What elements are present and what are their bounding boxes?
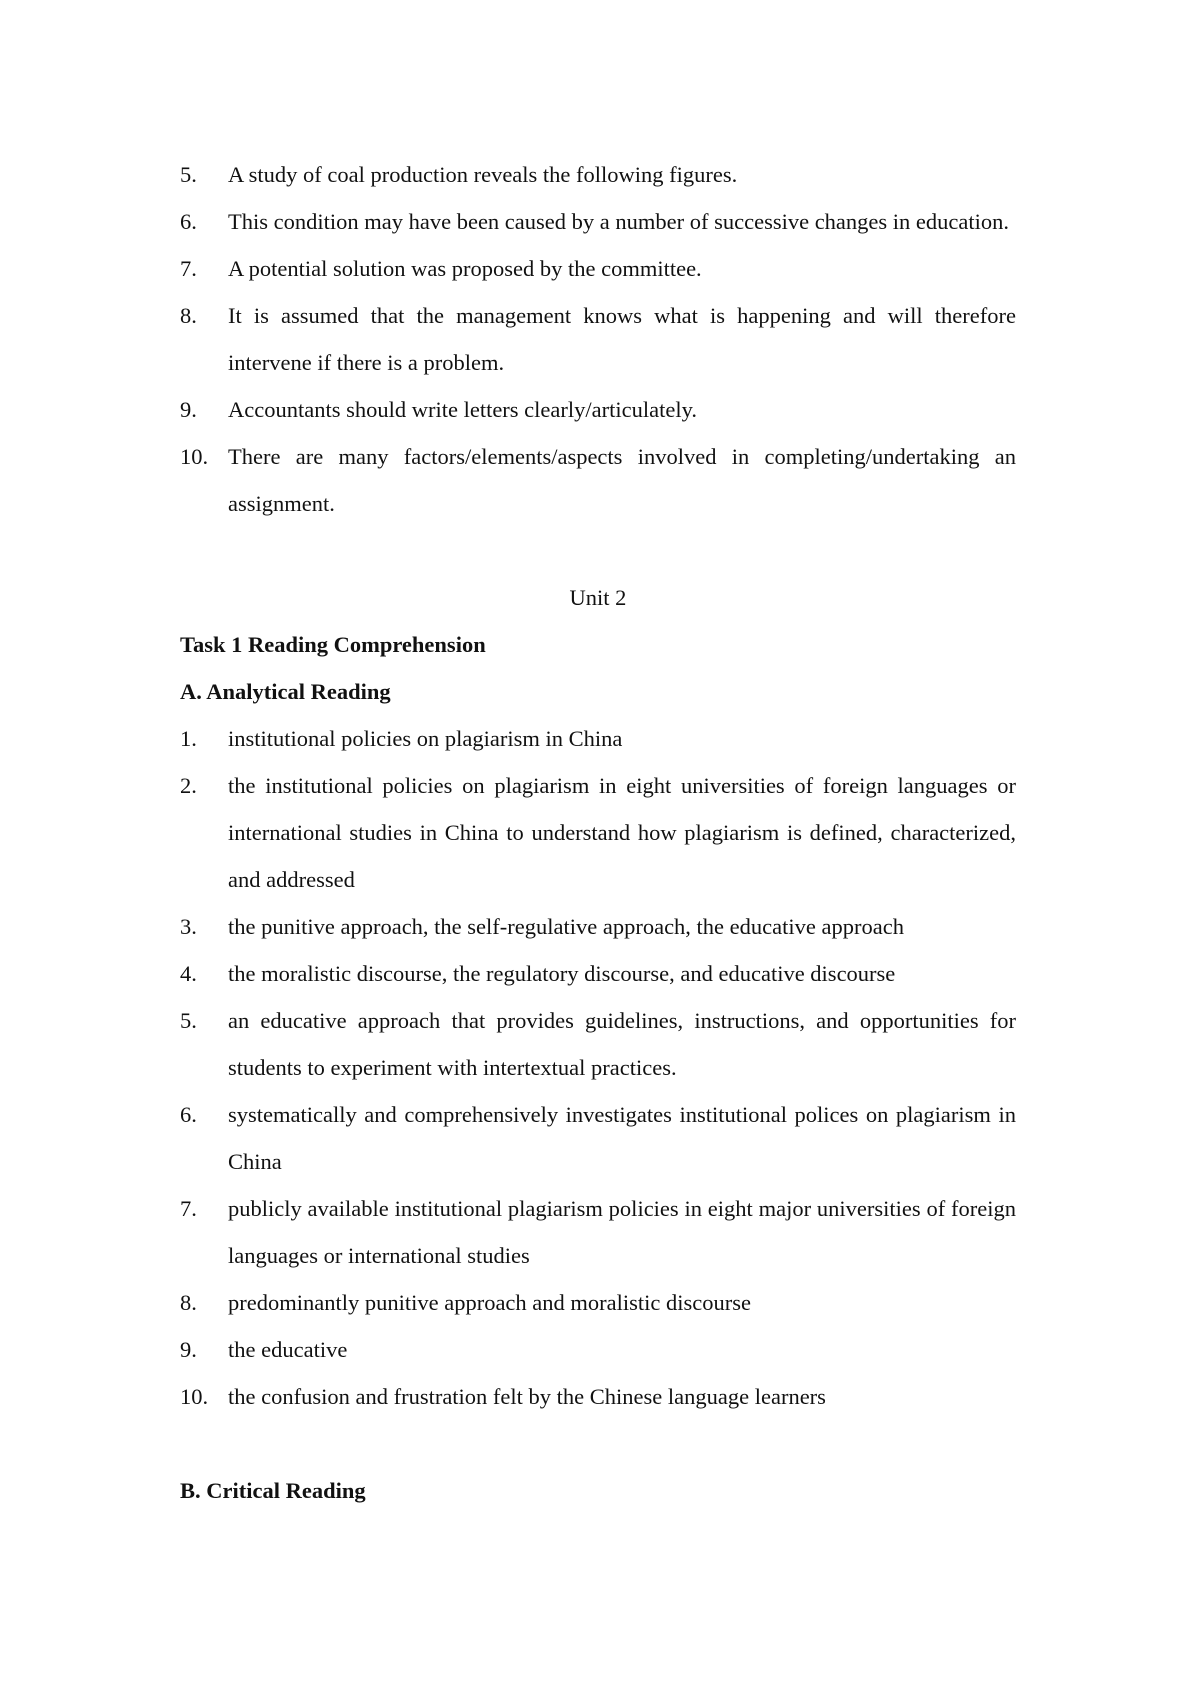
item-text: A study of coal production reveals the following figures. bbox=[228, 162, 738, 187]
item-number: 5. bbox=[180, 162, 197, 187]
section-b-heading: B. Critical Reading bbox=[180, 1478, 366, 1503]
item-text: A potential solution was proposed by the committee. bbox=[228, 256, 702, 281]
list-item bbox=[180, 245, 1016, 292]
item-text: It is assumed that the management knows what is happening and will therefore intervene if there is a problem. bbox=[228, 303, 1016, 375]
list-item bbox=[180, 198, 1016, 245]
previous-unit-answer-list bbox=[180, 151, 1016, 527]
item-text: the institutional policies on plagiarism in eight universities of foreign languages or international studies in China to understand how plagiarism is defined, characterized, and addressed bbox=[228, 773, 1016, 892]
list-item bbox=[180, 903, 1016, 950]
analytical-reading-answer-list bbox=[180, 715, 1016, 1420]
list-item bbox=[180, 1373, 1016, 1420]
list-item bbox=[180, 997, 1016, 1091]
item-number: 6. bbox=[180, 1102, 197, 1127]
item-number: 9. bbox=[180, 1337, 197, 1362]
unit-title: Unit 2 bbox=[569, 585, 627, 610]
item-number: 2. bbox=[180, 773, 197, 798]
list-item bbox=[180, 1091, 1016, 1185]
item-number: 5. bbox=[180, 1008, 197, 1033]
item-text: the punitive approach, the self-regulative approach, the educative approach bbox=[228, 914, 904, 939]
item-text: the educative bbox=[228, 1337, 348, 1362]
item-text: publicly available institutional plagiarism policies in eight major universities of foreign languages or international studies bbox=[228, 1196, 1016, 1268]
list-item bbox=[180, 1326, 1016, 1373]
item-number: 7. bbox=[180, 256, 197, 281]
spacer bbox=[180, 527, 1016, 574]
item-number: 10. bbox=[180, 1384, 209, 1409]
list-item bbox=[180, 762, 1016, 903]
item-text: This condition may have been caused by a number of successive changes in education. bbox=[228, 209, 1009, 234]
spacer bbox=[180, 1420, 1016, 1467]
list-item bbox=[180, 1279, 1016, 1326]
list-item bbox=[180, 950, 1016, 997]
item-text: systematically and comprehensively investigates institutional polices on plagiarism in China bbox=[228, 1102, 1016, 1174]
item-text: the moralistic discourse, the regulatory discourse, and educative discourse bbox=[228, 961, 896, 986]
item-number: 8. bbox=[180, 1290, 197, 1315]
list-item bbox=[180, 1185, 1016, 1279]
list-item bbox=[180, 386, 1016, 433]
list-item bbox=[180, 292, 1016, 386]
list-item bbox=[180, 715, 1016, 762]
item-text: an educative approach that provides guidelines, instructions, and opportunities for students to experiment with intertextual practices. bbox=[228, 1008, 1016, 1080]
item-number: 9. bbox=[180, 397, 197, 422]
list-item bbox=[180, 433, 1016, 527]
item-text: There are many factors/elements/aspects involved in completing/undertaking an assignment. bbox=[228, 444, 1016, 516]
item-number: 10. bbox=[180, 444, 209, 469]
item-number: 6. bbox=[180, 209, 197, 234]
page-content bbox=[180, 151, 1016, 1514]
item-text: institutional policies on plagiarism in China bbox=[228, 726, 623, 751]
item-number: 8. bbox=[180, 303, 197, 328]
item-number: 7. bbox=[180, 1196, 197, 1221]
list-item bbox=[180, 151, 1016, 198]
item-text: the confusion and frustration felt by the Chinese language learners bbox=[228, 1384, 826, 1409]
section-a-heading: A. Analytical Reading bbox=[180, 679, 391, 704]
item-number: 4. bbox=[180, 961, 197, 986]
item-text: Accountants should write letters clearly/articulately. bbox=[228, 397, 697, 422]
item-text: predominantly punitive approach and moralistic discourse bbox=[228, 1290, 751, 1315]
task-heading: Task 1 Reading Comprehension bbox=[180, 632, 486, 657]
item-number: 3. bbox=[180, 914, 197, 939]
item-number: 1. bbox=[180, 726, 197, 751]
